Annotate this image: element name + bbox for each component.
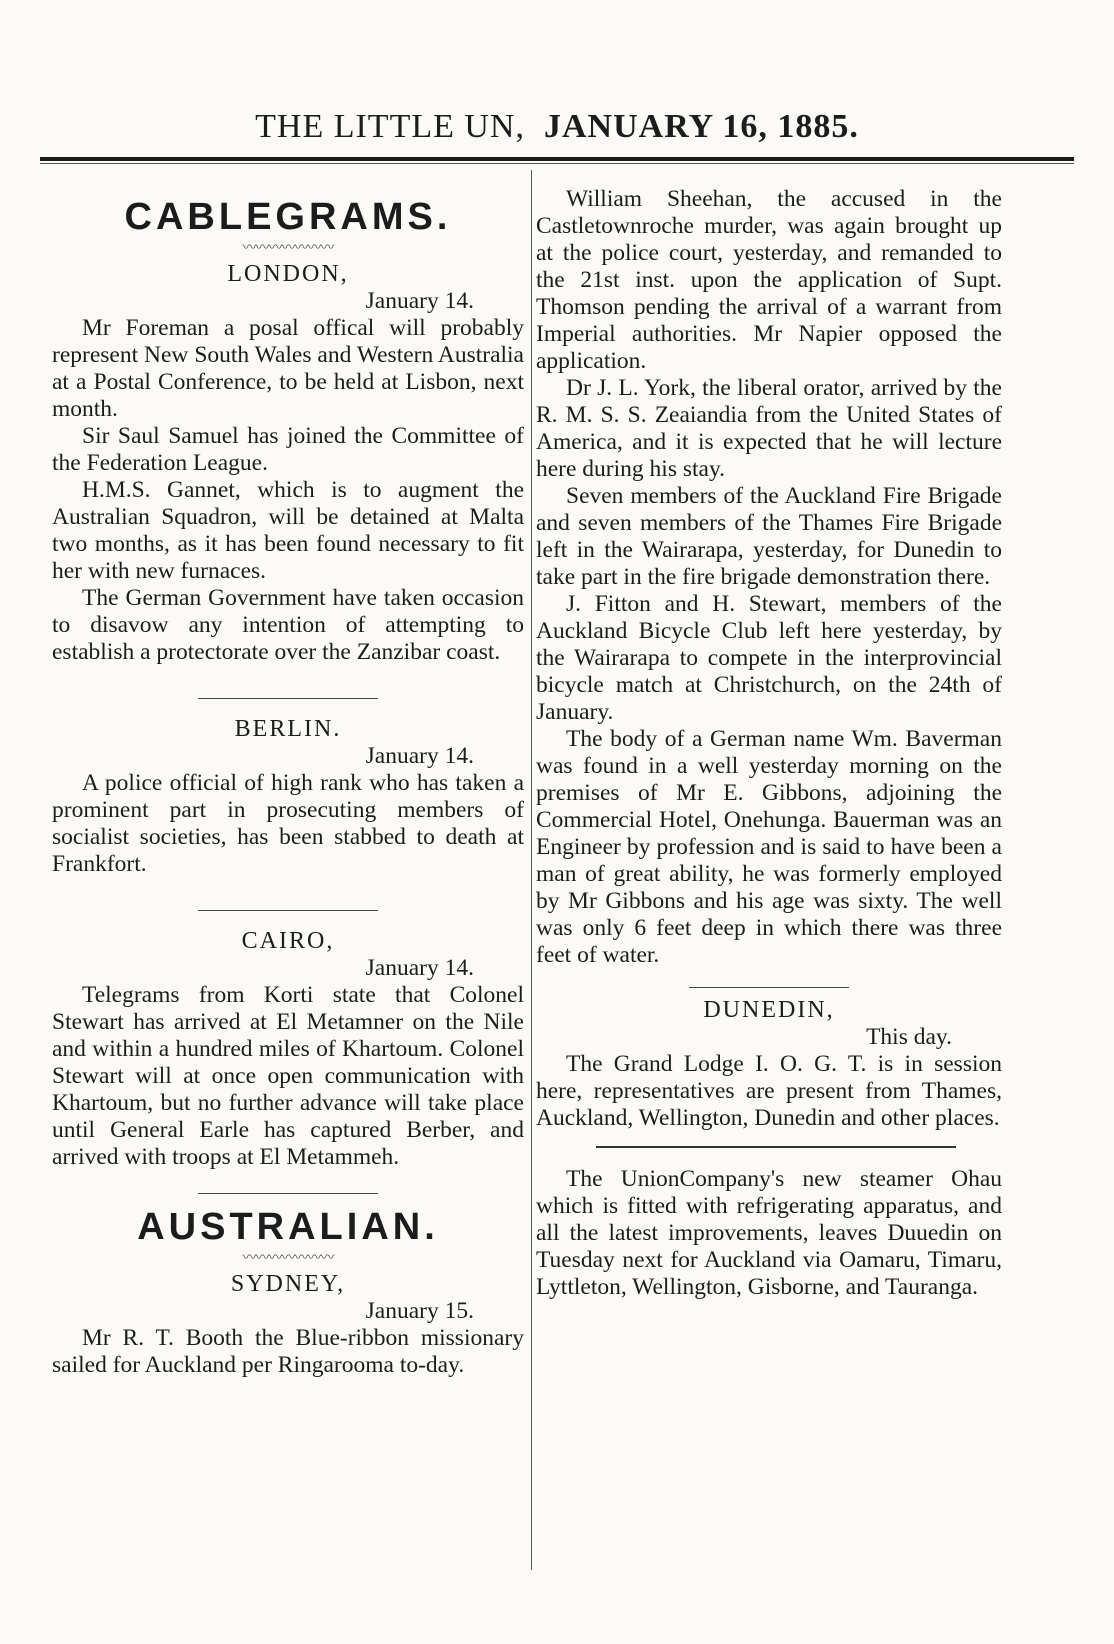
dateline-sydney: SYDNEY, (230, 1271, 346, 1297)
section-separator (198, 1193, 378, 1194)
right-column (536, 186, 1002, 1301)
masthead-date: JANUARY 16, 1885. (544, 108, 859, 145)
article-paragraph: H.M.S. Gannet, which is to augment the Australian Squadron, will be detained at Malta two months, as it has been found necessary to fit her with new furnaces. (52, 477, 524, 584)
dateline-london: LONDON, (227, 261, 349, 287)
wave-ornament: 〰〰〰〰〰〰〰 (242, 241, 334, 256)
left-column (52, 188, 524, 1379)
section-separator (689, 987, 849, 988)
article-paragraph: Mr R. T. Booth the Blue-ribbon missionary sailed for Auckland per Ringarooma to-day. (52, 1325, 524, 1378)
masthead (40, 108, 1074, 146)
section-heading-cablegrams: CABLEGRAMS. (124, 196, 452, 238)
article-paragraph: The body of a German name Wm. Baverman was found in a well yesterday morning on the premises of Mr E. Gibbons, adjoining the Commercial Hotel, Onehunga. Bauerman was an Engineer by profession and is said to have been a man of great ability, he was formerly employed by Mr Gibbons and his age was sixty. The well was only 6 feet deep in which there was three feet of water. (536, 726, 1002, 968)
date-dunedin: This day. (866, 1024, 952, 1050)
masthead-rule-thin (40, 163, 1074, 164)
masthead-title: THE LITTLE UN, (255, 108, 525, 145)
article-paragraph: The German Government have taken occasion to disavow any intention of attempting to establish a protectorate over the Zanzibar coast. (52, 585, 524, 665)
dateline-cairo: CAIRO, (241, 928, 335, 954)
masthead-rule (40, 157, 1074, 161)
article-paragraph: Dr J. L. York, the liberal orator, arrived by the R. M. S. S. Zeaiandia from the United States of America, and it is expected that he will lecture here during his stay. (536, 375, 1002, 482)
section-heading-australian: AUSTRALIAN. (137, 1206, 439, 1248)
section-separator (198, 698, 378, 699)
article-paragraph: A police official of high rank who has taken a prominent part in prosecuting members of socialist societies, has been stabbed to death at Frankfort. (52, 770, 524, 877)
date-sydney: January 15. (365, 1298, 474, 1324)
article-paragraph: Sir Saul Samuel has joined the Committee of the Federation League. (52, 423, 524, 476)
date-berlin: January 14. (365, 743, 474, 769)
section-separator (198, 910, 378, 911)
wave-ornament: 〰〰〰〰〰〰〰 (242, 1251, 334, 1266)
dateline-berlin: BERLIN. (234, 716, 342, 742)
dateline-dunedin: DUNEDIN, (703, 997, 835, 1023)
article-paragraph: The Grand Lodge I. O. G. T. is in session here, representatives are present from Thames, Auckland, Wellington, Dunedin and other places. (536, 1051, 1002, 1131)
article-paragraph: The UnionCompany's new steamer Ohau which is fitted with refrigerating apparatus, and all the latest improvements, leaves Duuedin on Tuesday next for Auckland via Oamaru, Timaru, Lyttleton, Wellington, Gisborne, and Tauranga. (536, 1166, 1002, 1300)
article-paragraph: Telegrams from Korti state that Colonel Stewart has arrived at El Metamner on the Nile and within a hundred miles of Khartoum. Colonel Stewart will at once open communication with Khartoum, but no further advance will take place until General Earle has captured Berber, and arrived with troops at El Metammeh. (52, 982, 524, 1170)
article-paragraph: Seven members of the Auckland Fire Brigade and seven members of the Thames Fire Brigade left in the Wairarapa, yesterday, for Dunedin to take part in the fire brigade demonstration there. (536, 483, 1002, 590)
date-london: January 14. (365, 288, 474, 314)
article-paragraph: J. Fitton and H. Stewart, members of the Auckland Bicycle Club left here yesterday, by the Wairarapa to compete in the interprovincial bicycle match at Christchurch, on the 24th of January. (536, 591, 1002, 725)
column-divider (531, 170, 532, 1570)
article-paragraph: William Sheehan, the accused in the Castletownroche murder, was again brought up at the police court, yesterday, and remanded to the 21st inst. upon the application of Supt. Thomson pending the arrival of a warrant from Imperial authorities. Mr Napier opposed the application. (536, 186, 1002, 374)
article-paragraph: Mr Foreman a posal offical will probably represent New South Wales and Western Australia at a Postal Conference, to be held at Lisbon, next month. (52, 315, 524, 422)
date-cairo: January 14. (365, 955, 474, 981)
section-separator-heavy (596, 1146, 956, 1148)
